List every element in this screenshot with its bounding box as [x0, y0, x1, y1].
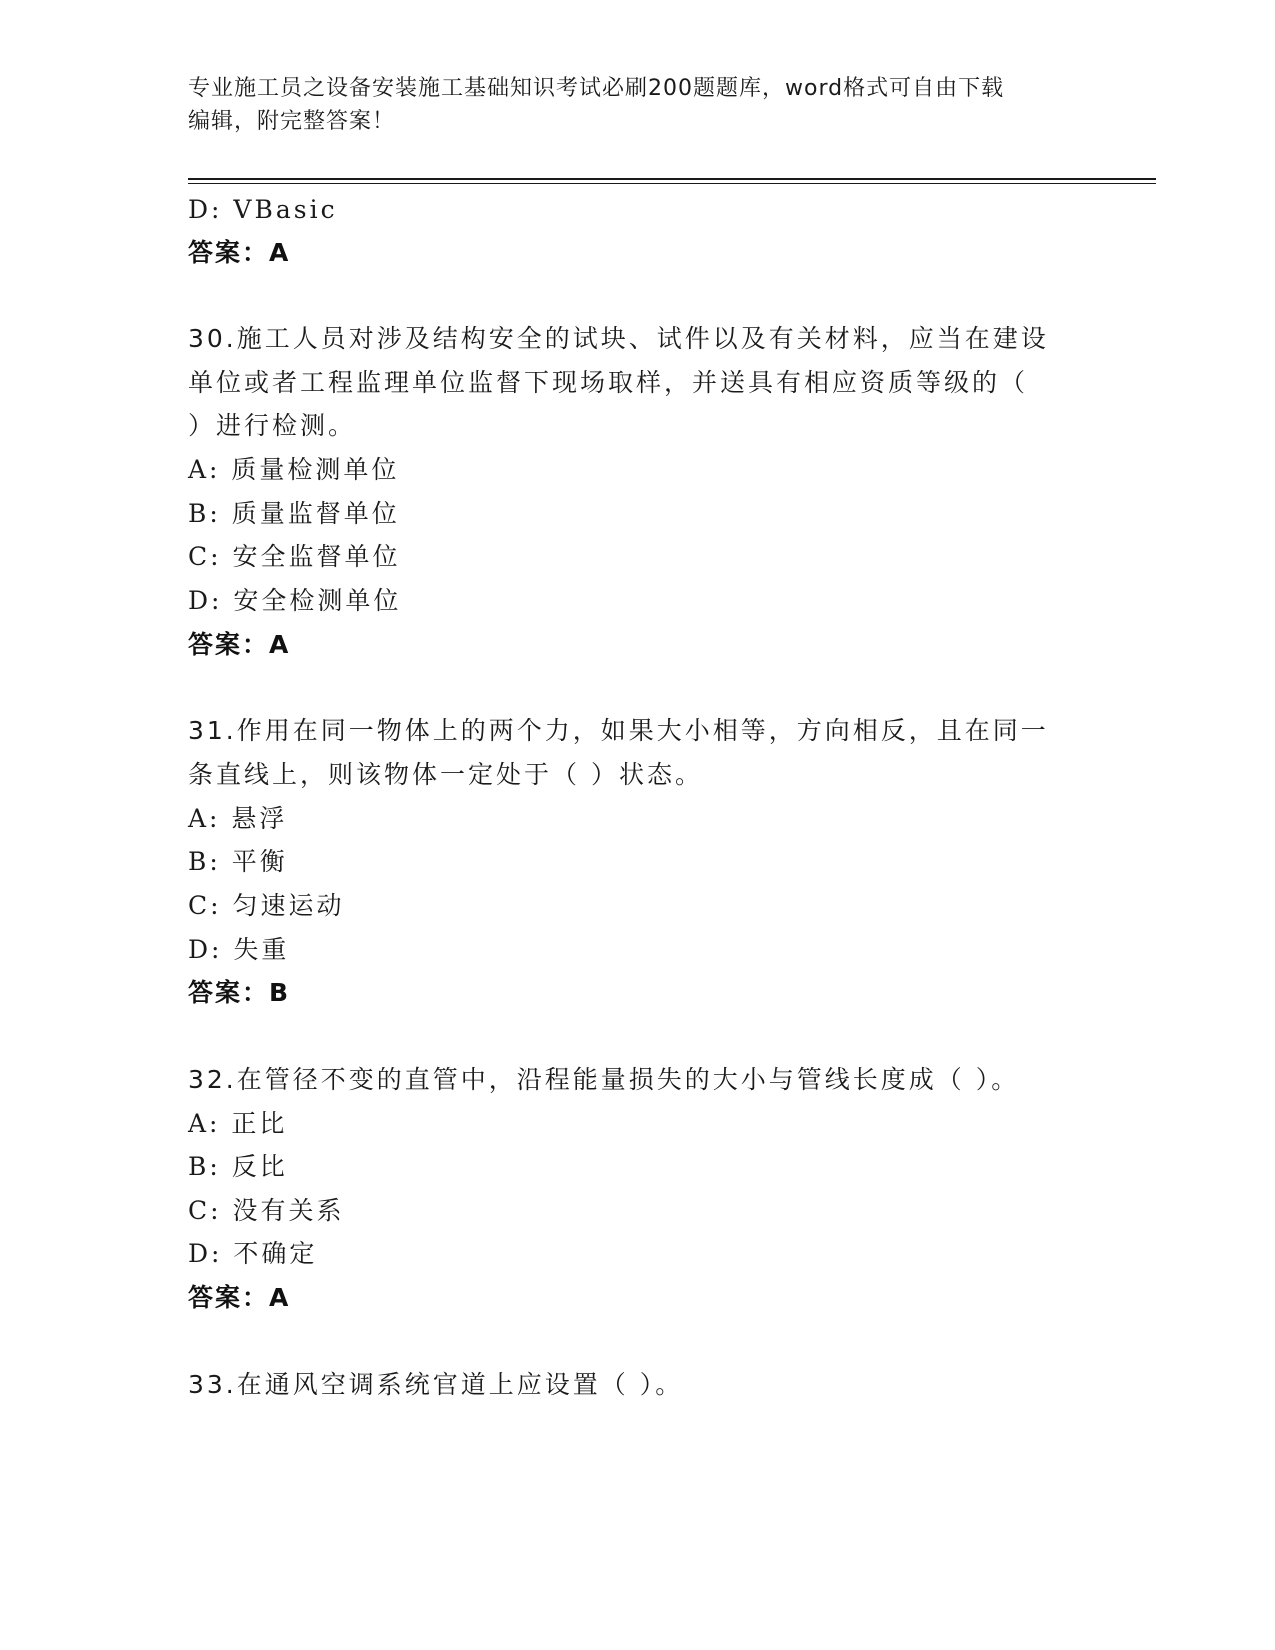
q31-option-d: D: 失重: [188, 935, 290, 964]
q31-stem-line-2: 条直线上，则该物体一定处于（ ）状态。: [188, 760, 703, 789]
q30-option-d: D: 安全检测单位: [188, 586, 402, 615]
q30-option-c: C: 安全监督单位: [188, 542, 401, 571]
q32-option-c: C: 没有关系: [188, 1196, 345, 1225]
header-rule-thick: [188, 178, 1156, 180]
q32-stem-line-1: 32.在管径不变的直管中，沿程能量损失的大小与管线长度成（ ）。: [188, 1065, 1020, 1094]
header-line-1: 专业施工员之设备安装施工基础知识考试必刷200题题库，word格式可自由下载: [188, 76, 1005, 101]
q29-answer: 答案：A: [188, 238, 291, 267]
q30-stem-line-3: ）进行检测。: [188, 411, 357, 440]
q29-option-d: D: VBasic: [188, 195, 338, 224]
q33-stem-line-1: 33.在通风空调系统官道上应设置（ ）。: [188, 1370, 684, 1399]
q31-answer: 答案：B: [188, 978, 291, 1007]
q30-option-a: A: 质量检测单位: [188, 455, 400, 484]
header-line-2: 编辑，附完整答案！: [188, 109, 396, 134]
q32-option-d: D: 不确定: [188, 1239, 318, 1268]
q30-stem-line-2: 单位或者工程监理单位监督下现场取样，并送具有相应资质等级的（: [188, 368, 1029, 397]
q31-option-b: B: 平衡: [188, 847, 288, 876]
q32-option-b: B: 反比: [188, 1152, 288, 1181]
q30-answer: 答案：A: [188, 630, 291, 659]
q30-stem-line-1: 30.施工人员对涉及结构安全的试块、试件以及有关材料，应当在建设: [188, 324, 1049, 353]
q31-option-a: A: 悬浮: [188, 804, 288, 833]
q31-option-c: C: 匀速运动: [188, 891, 345, 920]
q32-option-a: A: 正比: [188, 1109, 288, 1138]
q30-option-b: B: 质量监督单位: [188, 499, 400, 528]
q32-answer: 答案：A: [188, 1283, 291, 1312]
q31-stem-line-1: 31.作用在同一物体上的两个力，如果大小相等，方向相反，且在同一: [188, 716, 1049, 745]
document-header: [188, 72, 1068, 138]
header-rule-thin: [188, 183, 1156, 184]
